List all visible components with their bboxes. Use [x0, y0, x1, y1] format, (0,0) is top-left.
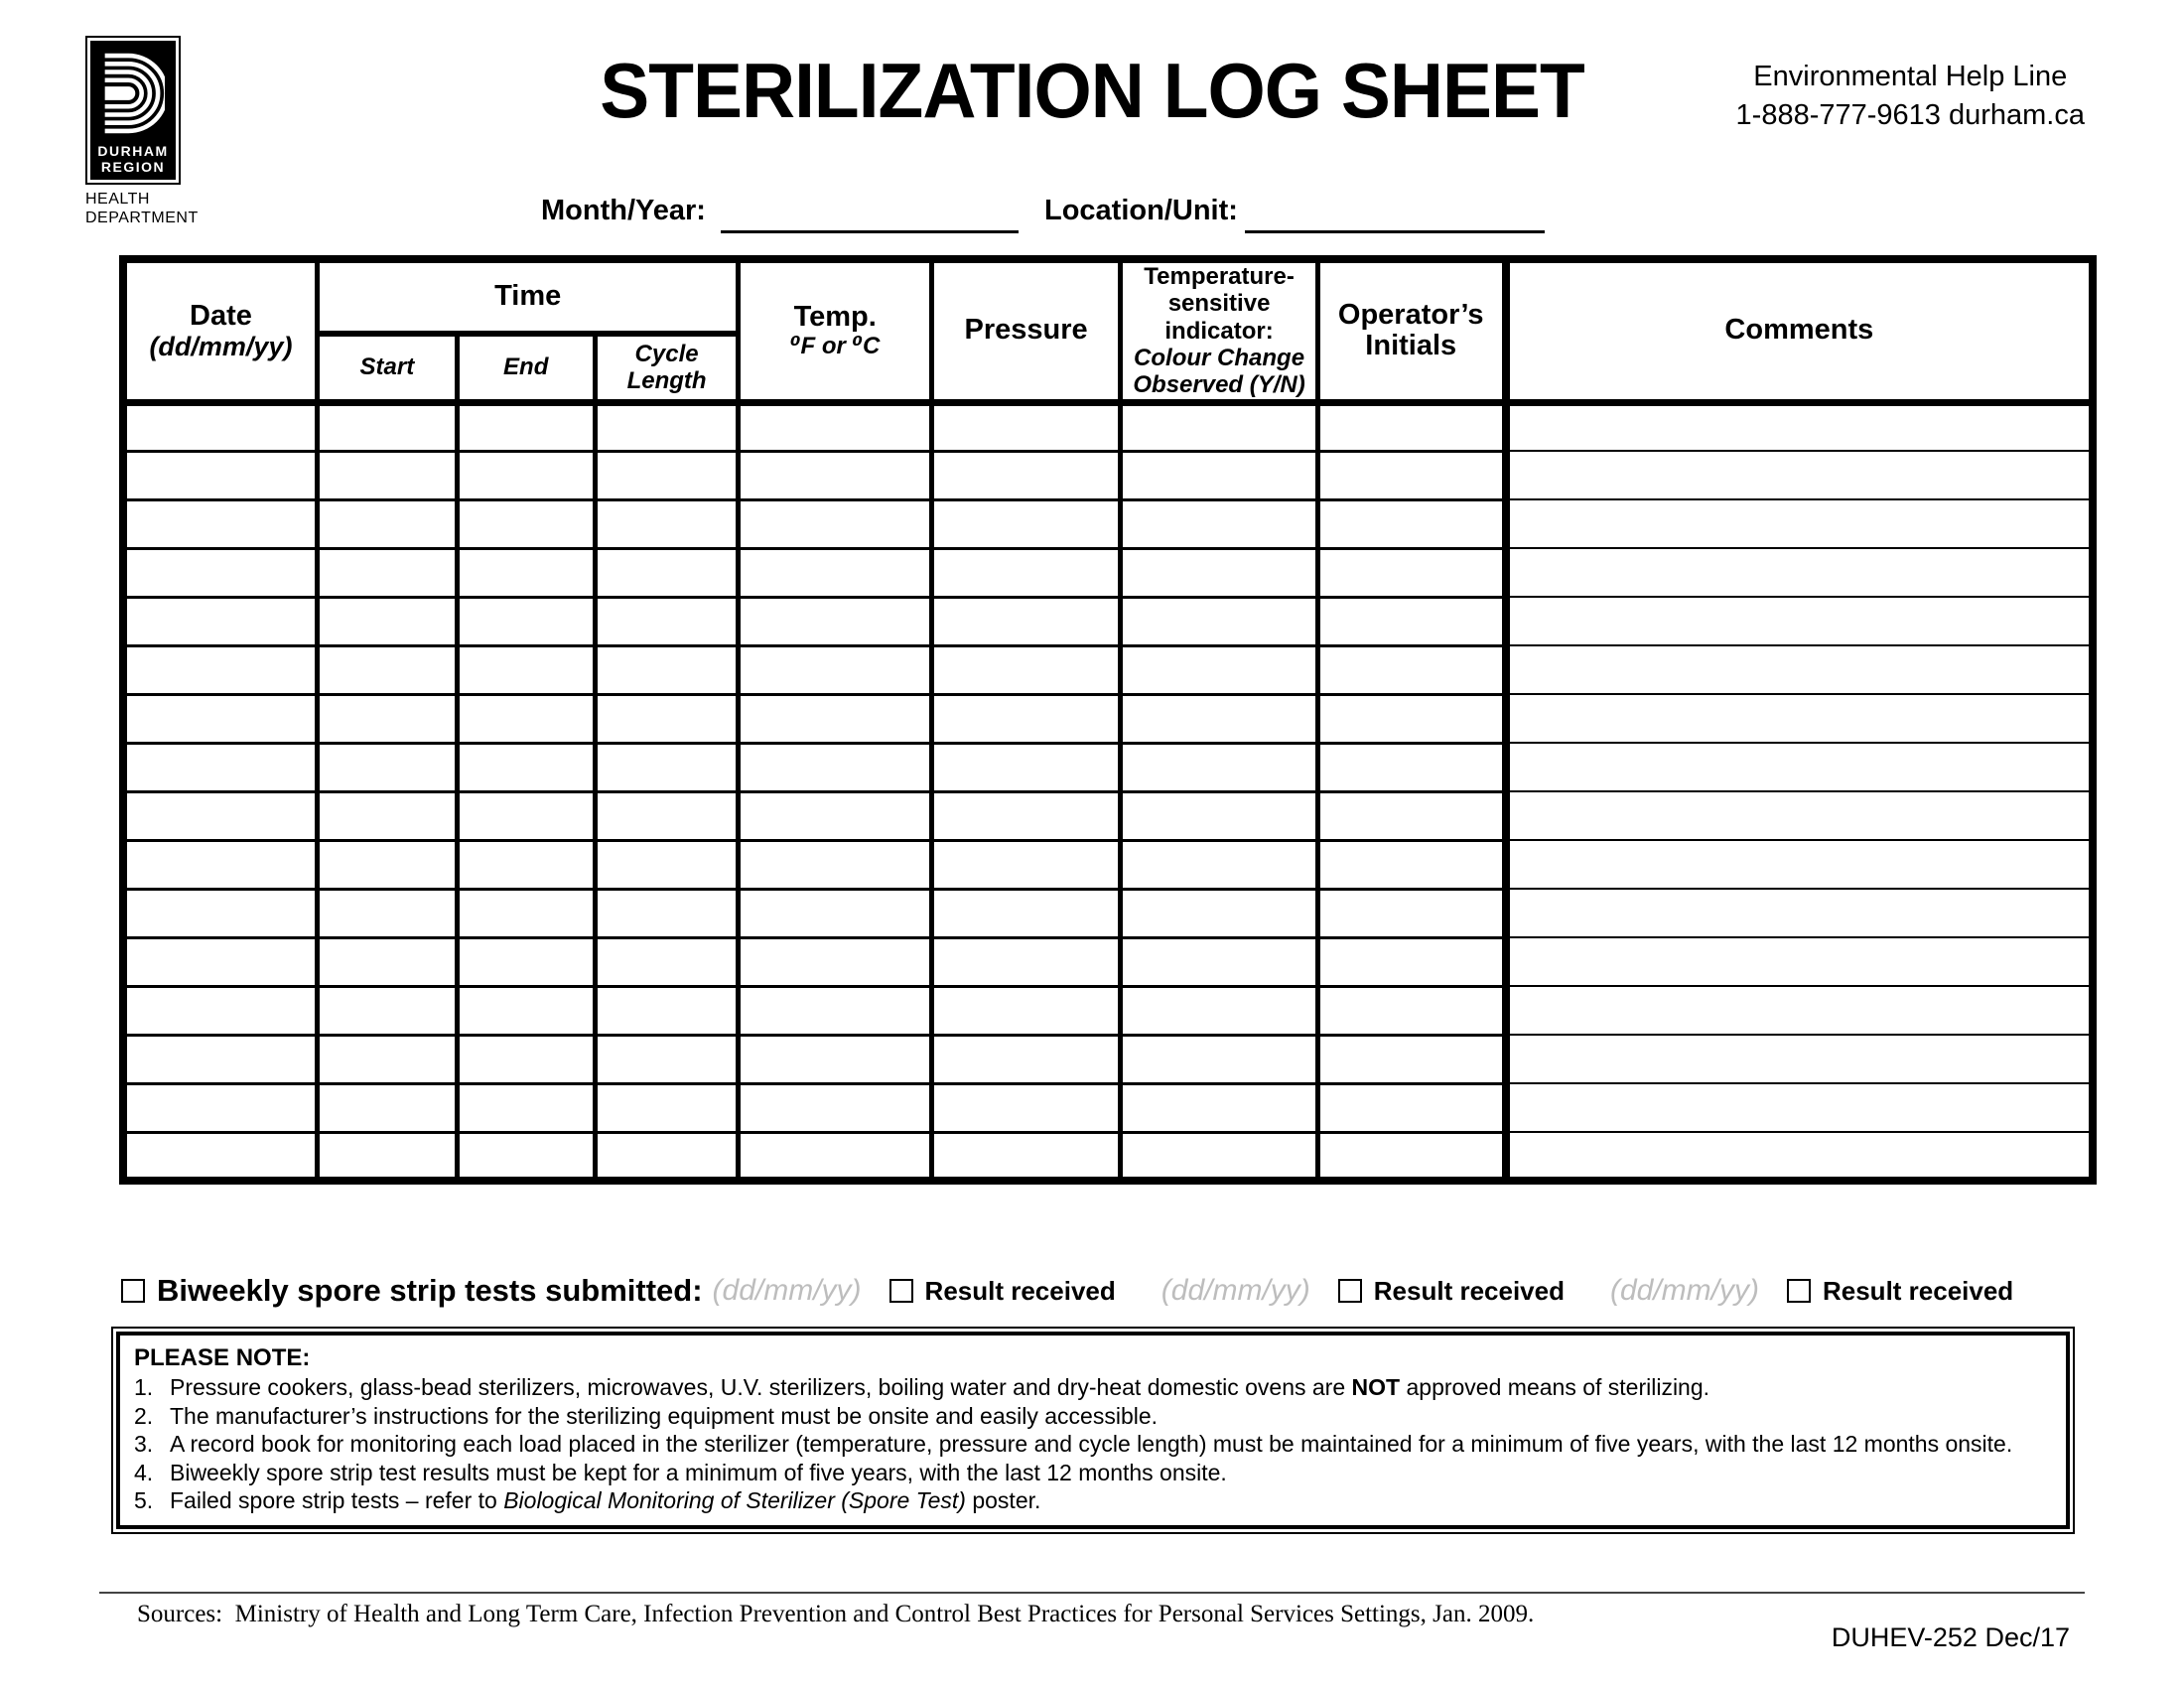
log-cell[interactable] — [1506, 889, 2093, 937]
log-cell[interactable] — [123, 1035, 317, 1083]
log-cell[interactable] — [123, 597, 317, 645]
log-cell[interactable] — [595, 451, 739, 499]
col-header-date — [123, 259, 317, 402]
log-cell[interactable] — [317, 889, 457, 937]
log-cell[interactable] — [317, 1035, 457, 1083]
log-cell[interactable] — [931, 1132, 1120, 1181]
logo-region-label — [97, 143, 168, 180]
log-row — [123, 548, 2093, 597]
note-item-3 — [134, 1430, 2050, 1459]
log-cell[interactable] — [595, 937, 739, 986]
log-cell[interactable] — [595, 986, 739, 1035]
log-cell[interactable] — [595, 499, 739, 548]
log-cell[interactable] — [739, 986, 931, 1035]
log-row — [123, 597, 2093, 645]
log-cell[interactable] — [1317, 499, 1505, 548]
log-cell[interactable] — [457, 889, 595, 937]
log-cell[interactable] — [1317, 548, 1505, 597]
date-format-hint: (dd/mm/yy) — [149, 331, 293, 361]
log-cell[interactable] — [1317, 1035, 1505, 1083]
log-cell[interactable] — [1121, 402, 1317, 451]
result-received-label-2: Result received — [1373, 1275, 1565, 1306]
log-cell[interactable] — [595, 791, 739, 840]
spore-date-hint-3: (dd/mm/yy) — [1609, 1274, 1759, 1307]
log-cell[interactable] — [317, 1083, 457, 1132]
note-item-number: 3. — [134, 1431, 154, 1458]
log-cell[interactable] — [457, 791, 595, 840]
note-item-text: approved means of sterilizing. — [1400, 1374, 1710, 1401]
log-cell[interactable] — [317, 937, 457, 986]
log-cell[interactable] — [123, 402, 317, 451]
log-cell[interactable] — [1317, 840, 1505, 889]
note-item-number: 4. — [134, 1459, 154, 1485]
log-cell[interactable] — [123, 791, 317, 840]
log-cell[interactable] — [1121, 791, 1317, 840]
log-cell[interactable] — [317, 548, 457, 597]
log-cell[interactable] — [123, 743, 317, 791]
date-header-label: Date — [190, 299, 252, 332]
help-line — [1736, 58, 2085, 135]
log-cell[interactable] — [1121, 451, 1317, 499]
log-cell[interactable] — [1506, 840, 2093, 889]
log-cell[interactable] — [931, 499, 1120, 548]
indicator-sub-label: Colour Change Observed (Y/N) — [1133, 345, 1305, 399]
log-cell[interactable] — [739, 1083, 931, 1132]
log-cell[interactable] — [595, 548, 739, 597]
log-cell[interactable] — [317, 986, 457, 1035]
log-cell[interactable] — [1506, 791, 2093, 840]
log-cell[interactable] — [739, 791, 931, 840]
log-cell[interactable] — [739, 1035, 931, 1083]
health-department-label — [85, 190, 199, 227]
log-cell[interactable] — [123, 889, 317, 937]
log-cell[interactable] — [931, 791, 1120, 840]
note-item-text: Failed spore strip tests – refer to — [170, 1487, 504, 1514]
log-cell[interactable] — [1506, 1132, 2093, 1181]
logo-region-line1: DURHAM — [97, 142, 169, 159]
result-received-checkbox-1[interactable] — [889, 1279, 913, 1303]
col-header-indicator — [1121, 259, 1317, 402]
temp-units-label: ⁰F or ⁰C — [790, 333, 881, 360]
month-year-label: Month/Year: — [541, 195, 706, 226]
log-cell[interactable] — [123, 1132, 317, 1181]
log-cell[interactable] — [931, 1035, 1120, 1083]
col-header-operator-initials: Operator’s Initials — [1317, 259, 1505, 402]
log-cell[interactable] — [1121, 1083, 1317, 1132]
log-cell[interactable] — [457, 499, 595, 548]
col-header-comments: Comments — [1506, 259, 2093, 402]
note-item-number: 1. — [134, 1374, 154, 1401]
log-cell[interactable] — [1506, 937, 2093, 986]
log-cell[interactable] — [595, 743, 739, 791]
log-cell[interactable] — [931, 597, 1120, 645]
note-item-italic: Biological Monitoring of Sterilizer (Spore Test) — [503, 1487, 966, 1514]
note-item-number: 5. — [134, 1487, 154, 1514]
log-cell[interactable] — [739, 548, 931, 597]
result-received-checkbox-2[interactable] — [1338, 1279, 1362, 1303]
spore-date-hint-2: (dd/mm/yy) — [1160, 1274, 1310, 1307]
log-cell[interactable] — [1506, 743, 2093, 791]
log-cell[interactable] — [931, 743, 1120, 791]
log-row — [123, 791, 2093, 840]
log-cell[interactable] — [457, 548, 595, 597]
log-cell[interactable] — [739, 402, 931, 451]
log-cell[interactable] — [1121, 1035, 1317, 1083]
spore-submitted-checkbox[interactable] — [121, 1279, 145, 1303]
dept-line1: HEALTH — [85, 191, 150, 208]
col-header-pressure: Pressure — [931, 259, 1120, 402]
log-cell[interactable] — [1317, 694, 1505, 743]
log-cell[interactable] — [1506, 402, 2093, 451]
log-cell[interactable] — [317, 743, 457, 791]
sterilization-log-table — [119, 255, 2097, 1185]
log-cell[interactable] — [457, 694, 595, 743]
log-cell[interactable] — [1506, 986, 2093, 1035]
col-header-temp — [739, 259, 931, 402]
col-header-cycle-length: Cycle Length — [595, 334, 739, 402]
log-cell[interactable] — [457, 986, 595, 1035]
log-cell[interactable] — [317, 791, 457, 840]
note-heading: PLEASE NOTE: — [134, 1344, 311, 1371]
log-cell[interactable] — [1121, 743, 1317, 791]
log-row — [123, 840, 2093, 889]
log-row — [123, 937, 2093, 986]
log-cell[interactable] — [1121, 694, 1317, 743]
log-cell[interactable] — [1121, 597, 1317, 645]
spore-submitted-label: Biweekly spore strip tests submitted: — [157, 1273, 703, 1308]
log-cell[interactable] — [595, 645, 739, 694]
log-cell[interactable] — [317, 597, 457, 645]
log-cell[interactable] — [457, 1083, 595, 1132]
result-received-label-1: Result received — [924, 1275, 1116, 1306]
log-cell[interactable] — [1317, 1083, 1505, 1132]
log-cell[interactable] — [595, 840, 739, 889]
log-cell[interactable] — [123, 499, 317, 548]
log-cell[interactable] — [317, 402, 457, 451]
result-received-label-3: Result received — [1822, 1275, 2014, 1306]
note-item-text: A record book for monitoring each load placed in the sterilizer (temperature, pressure and cycle length) must be maintained for a minimum of five years, with the last 12 months onsite. — [170, 1431, 2013, 1458]
log-cell[interactable] — [739, 840, 931, 889]
log-cell[interactable] — [123, 694, 317, 743]
log-cell[interactable] — [457, 1132, 595, 1181]
log-row — [123, 1083, 2093, 1132]
log-cell[interactable] — [123, 1083, 317, 1132]
log-cell[interactable] — [595, 1132, 739, 1181]
log-cell[interactable] — [931, 645, 1120, 694]
log-cell[interactable] — [1317, 597, 1505, 645]
log-cell[interactable] — [457, 597, 595, 645]
month-year-blank[interactable] — [721, 199, 1019, 233]
col-header-time: Time — [317, 259, 739, 334]
log-cell[interactable] — [1506, 694, 2093, 743]
spore-date-hint-1: (dd/mm/yy) — [712, 1274, 862, 1307]
note-item-text: Pressure cookers, glass-bead sterilizers, microwaves, U.V. sterilizers, boiling water and dry-heat domestic ovens are — [170, 1374, 1352, 1401]
log-cell[interactable] — [1121, 840, 1317, 889]
please-note-box — [111, 1327, 2075, 1534]
log-cell[interactable] — [739, 1132, 931, 1181]
log-cell[interactable] — [1317, 889, 1505, 937]
temp-header-label: Temp. — [793, 301, 877, 334]
log-cell[interactable] — [317, 840, 457, 889]
log-row — [123, 451, 2093, 499]
log-cell[interactable] — [317, 694, 457, 743]
log-cell[interactable] — [1317, 986, 1505, 1035]
log-cell[interactable] — [1121, 889, 1317, 937]
dept-line2: DEPARTMENT — [85, 210, 199, 227]
log-cell[interactable] — [317, 499, 457, 548]
log-cell[interactable] — [739, 694, 931, 743]
log-cell[interactable] — [1506, 548, 2093, 597]
log-cell[interactable] — [123, 937, 317, 986]
log-cell[interactable] — [931, 986, 1120, 1035]
log-cell[interactable] — [931, 402, 1120, 451]
log-cell[interactable] — [595, 1035, 739, 1083]
log-cell[interactable] — [1121, 645, 1317, 694]
log-cell[interactable] — [457, 840, 595, 889]
log-cell[interactable] — [595, 1083, 739, 1132]
log-cell[interactable] — [1317, 451, 1505, 499]
note-item-number: 2. — [134, 1402, 154, 1429]
log-cell[interactable] — [317, 645, 457, 694]
log-cell[interactable] — [1317, 1132, 1505, 1181]
log-cell[interactable] — [931, 548, 1120, 597]
log-row — [123, 1035, 2093, 1083]
log-cell[interactable] — [1317, 791, 1505, 840]
log-cell[interactable] — [1506, 1035, 2093, 1083]
log-cell[interactable] — [457, 937, 595, 986]
log-cell[interactable] — [123, 986, 317, 1035]
log-cell[interactable] — [1121, 548, 1317, 597]
log-cell[interactable] — [595, 402, 739, 451]
log-cell[interactable] — [1317, 645, 1505, 694]
note-item-1 — [134, 1373, 2050, 1402]
log-cell[interactable] — [931, 937, 1120, 986]
log-cell[interactable] — [931, 451, 1120, 499]
spore-test-row — [121, 1273, 2085, 1309]
log-row — [123, 743, 2093, 791]
log-row — [123, 1132, 2093, 1181]
log-cell[interactable] — [1506, 1083, 2093, 1132]
indicator-header-label: Temperature-sensitive indicator: — [1144, 263, 1295, 345]
page-title: STERILIZATION LOG SHEET — [600, 47, 1584, 134]
log-cell[interactable] — [457, 402, 595, 451]
log-row — [123, 402, 2093, 451]
log-cell[interactable] — [1506, 645, 2093, 694]
log-row — [123, 694, 2093, 743]
sources-text: Sources: Ministry of Health and Long Term Care, Infection Prevention and Control Best Practices for Personal Services Settings, Jan. 2009. — [137, 1601, 1535, 1627]
log-cell[interactable] — [1317, 743, 1505, 791]
col-header-end: End — [457, 334, 595, 402]
help-line-name: Environmental Help Line — [1753, 61, 2068, 92]
note-item-bold: NOT — [1351, 1374, 1401, 1401]
log-cell[interactable] — [931, 1083, 1120, 1132]
log-cell[interactable] — [1317, 402, 1505, 451]
log-cell[interactable] — [1121, 1132, 1317, 1181]
log-cell[interactable] — [739, 499, 931, 548]
log-cell[interactable] — [1506, 499, 2093, 548]
log-cell[interactable] — [739, 937, 931, 986]
note-item-2 — [134, 1402, 2050, 1431]
log-cell[interactable] — [1121, 937, 1317, 986]
note-item-text: poster. — [965, 1487, 1041, 1514]
log-cell[interactable] — [1121, 499, 1317, 548]
log-cell[interactable] — [123, 645, 317, 694]
log-cell[interactable] — [595, 597, 739, 645]
log-cell[interactable] — [739, 889, 931, 937]
note-item-4 — [134, 1459, 2050, 1487]
log-row — [123, 889, 2093, 937]
log-cell[interactable] — [739, 743, 931, 791]
log-row — [123, 499, 2093, 548]
log-cell[interactable] — [739, 451, 931, 499]
log-row — [123, 645, 2093, 694]
log-cell[interactable] — [1506, 451, 2093, 499]
log-cell[interactable] — [931, 889, 1120, 937]
log-cell[interactable] — [931, 840, 1120, 889]
log-cell[interactable] — [595, 889, 739, 937]
log-cell[interactable] — [123, 548, 317, 597]
help-line-phone: 1-888-777-9613 durham.ca — [1735, 99, 2085, 132]
log-cell[interactable] — [123, 840, 317, 889]
log-cell[interactable] — [739, 597, 931, 645]
note-item-text: The manufacturer’s instructions for the sterilizing equipment must be onsite and easily accessible. — [170, 1402, 1159, 1429]
log-cell[interactable] — [1317, 937, 1505, 986]
log-cell[interactable] — [1506, 597, 2093, 645]
note-item-text: Biweekly spore strip test results must be kept for a minimum of five years, with the last 12 months onsite. — [170, 1459, 1227, 1485]
note-item-5 — [134, 1486, 2050, 1515]
log-cell[interactable] — [317, 451, 457, 499]
log-cell[interactable] — [457, 1035, 595, 1083]
form-number: DUHEV-252 Dec/17 — [1831, 1622, 2070, 1652]
log-cell[interactable] — [595, 694, 739, 743]
log-cell[interactable] — [739, 645, 931, 694]
log-cell[interactable] — [457, 451, 595, 499]
log-row — [123, 986, 2093, 1035]
location-unit-blank[interactable] — [1245, 199, 1545, 233]
result-received-checkbox-3[interactable] — [1787, 1279, 1811, 1303]
log-cell[interactable] — [931, 694, 1120, 743]
log-cell[interactable] — [457, 743, 595, 791]
location-unit-label: Location/Unit: — [1044, 195, 1238, 226]
log-cell[interactable] — [123, 451, 317, 499]
log-cell[interactable] — [1121, 986, 1317, 1035]
log-cell[interactable] — [317, 1132, 457, 1181]
col-header-start: Start — [317, 334, 457, 402]
log-cell[interactable] — [457, 645, 595, 694]
logo-region-line2: REGION — [100, 158, 166, 175]
footer-divider — [99, 1592, 2085, 1594]
